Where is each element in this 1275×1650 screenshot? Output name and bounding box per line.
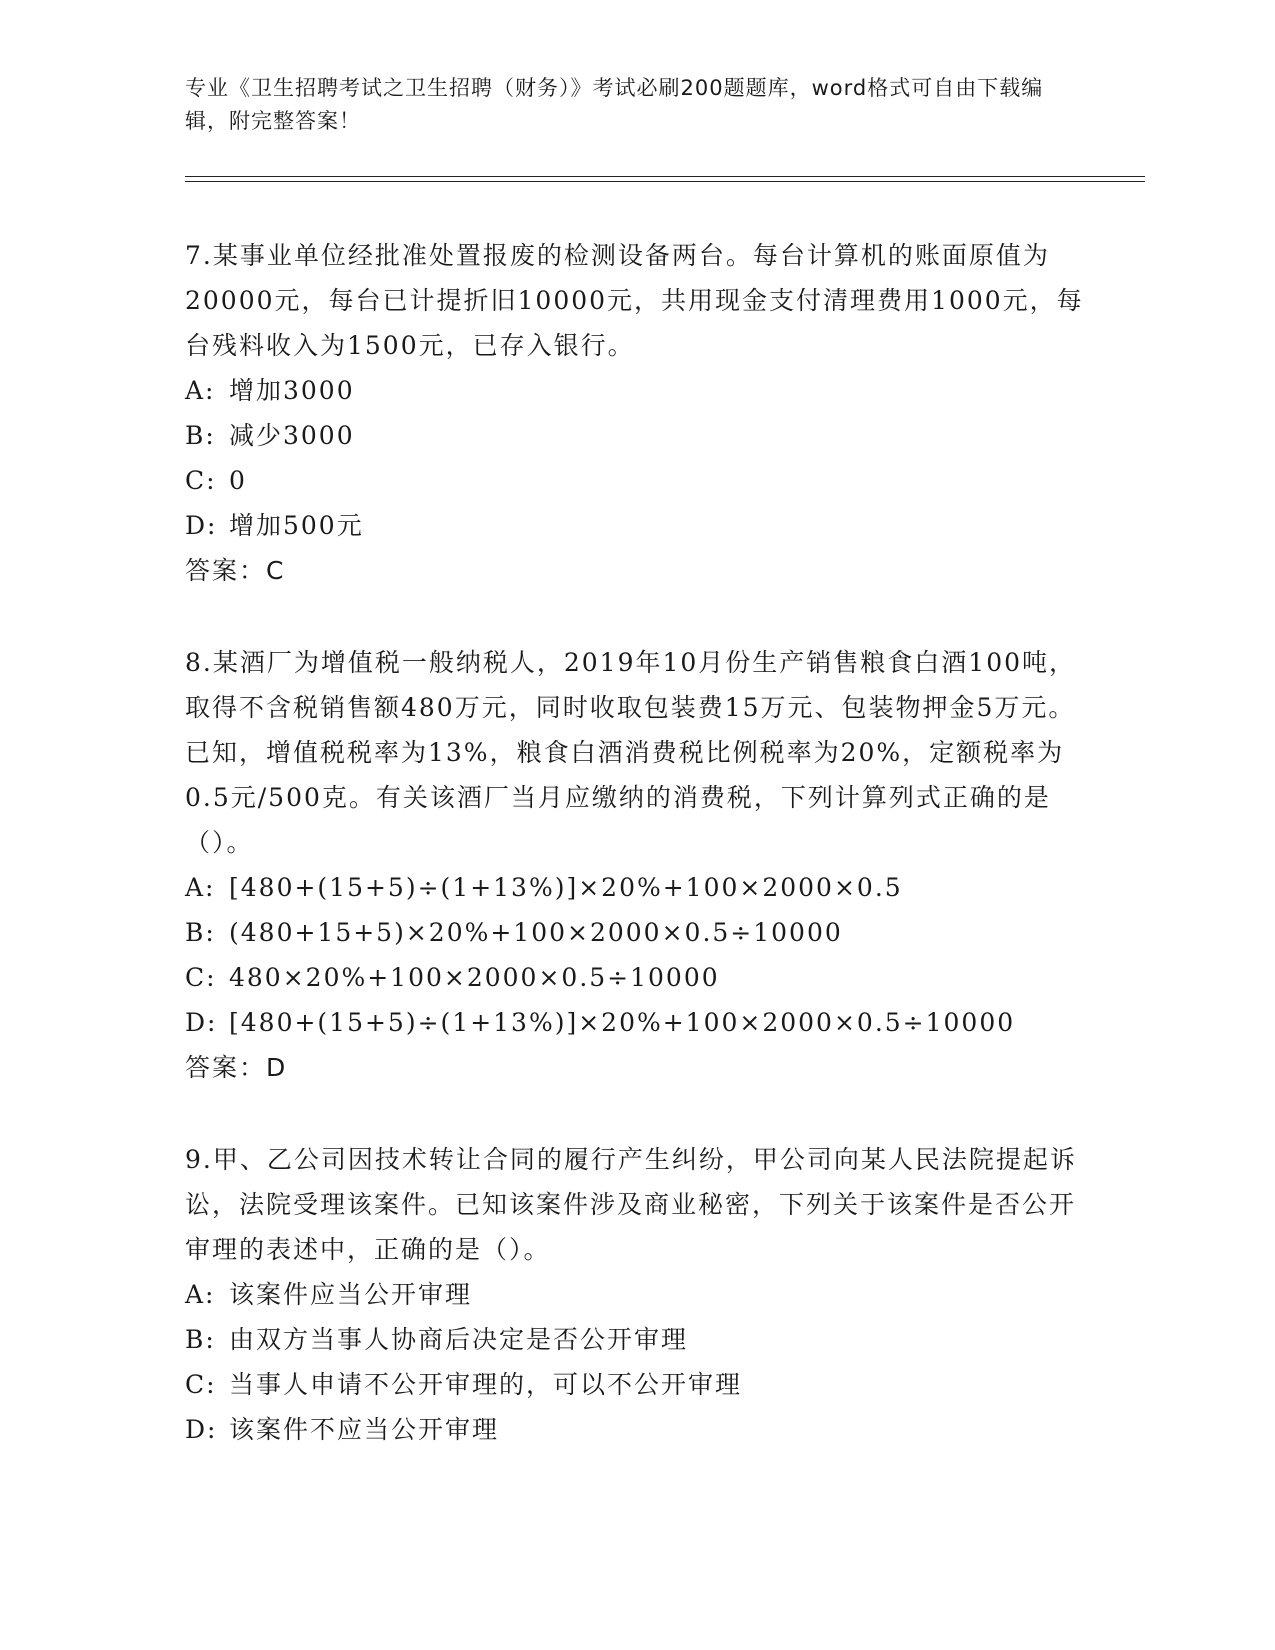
option-text: [480+(15+5)÷(1+13%)]×20%+100×2000×0.5÷10000 bbox=[229, 1008, 1016, 1037]
option-d bbox=[185, 1407, 1085, 1452]
question-stem: 9.甲、乙公司因技术转让合同的履行产生纠纷，甲公司向某人民法院提起诉讼，法院受理该案件。已知该案件涉及商业秘密，下列关于该案件是否公开审理的表述中，正确的是（）。 bbox=[185, 1145, 1077, 1264]
question-7 bbox=[185, 233, 1085, 593]
option-a bbox=[185, 1272, 1085, 1317]
option-b bbox=[185, 1317, 1085, 1362]
option-text: 增加500元 bbox=[229, 511, 364, 540]
option-text: 当事人申请不公开审理的，可以不公开审理 bbox=[229, 1370, 743, 1399]
option-text: 0 bbox=[229, 466, 247, 495]
option-letter: B: bbox=[185, 421, 216, 450]
question-9 bbox=[185, 1137, 1085, 1452]
option-text: (480+15+5)×20%+100×2000×0.5÷10000 bbox=[229, 918, 843, 947]
option-text: [480+(15+5)÷(1+13%)]×20%+100×2000×0.5 bbox=[229, 873, 903, 902]
header-rule-bottom bbox=[185, 181, 1145, 182]
answer: 答案：C bbox=[185, 556, 286, 585]
option-letter: D: bbox=[185, 1008, 218, 1037]
option-b bbox=[185, 413, 1085, 458]
option-letter: C: bbox=[185, 1370, 217, 1399]
option-letter: C: bbox=[185, 963, 217, 992]
option-text: 480×20%+100×2000×0.5÷10000 bbox=[229, 963, 720, 992]
option-letter: A: bbox=[185, 376, 216, 405]
question-stem: 7.某事业单位经批准处置报废的检测设备两台。每台计算机的账面原值为20000元，每台已计提折旧10000元，共用现金支付清理费用1000元，每台残料收入为1500元，已存入银行。 bbox=[185, 241, 1084, 360]
option-text: 该案件应当公开审理 bbox=[229, 1280, 473, 1309]
option-letter: B: bbox=[185, 1325, 216, 1354]
option-text: 由双方当事人协商后决定是否公开审理 bbox=[229, 1325, 689, 1354]
option-c bbox=[185, 458, 1085, 503]
option-c bbox=[185, 955, 1085, 1000]
question-8 bbox=[185, 640, 1085, 1090]
answer: 答案：D bbox=[185, 1053, 288, 1082]
option-text: 该案件不应当公开审理 bbox=[229, 1415, 500, 1444]
option-b bbox=[185, 910, 1085, 955]
option-d bbox=[185, 1000, 1085, 1045]
document-header: 专业《卫生招聘考试之卫生招聘（财务）》考试必刷200题题库，word格式可自由下载编辑，附完整答案！ bbox=[185, 76, 1044, 133]
option-letter: B: bbox=[185, 918, 216, 947]
header-rule-top bbox=[185, 176, 1145, 177]
option-letter: D: bbox=[185, 511, 218, 540]
option-text: 减少3000 bbox=[229, 421, 355, 450]
option-c bbox=[185, 1362, 1085, 1407]
question-stem: 8.某酒厂为增值税一般纳税人，2019年10月份生产销售粮食白酒100吨，取得不含税销售额480万元，同时收取包装费15万元、包装物押金5万元。已知，增值税税率为13%，粮食白酒消费税比例税率为20%，定额税率为0.5元/500克。有关该酒厂当月应缴纳的消费税，下列计算列式正确的是（）。 bbox=[185, 648, 1077, 857]
option-letter: C: bbox=[185, 466, 217, 495]
option-letter: A: bbox=[185, 1280, 216, 1309]
option-d bbox=[185, 503, 1085, 548]
option-a bbox=[185, 865, 1085, 910]
option-letter: A: bbox=[185, 873, 216, 902]
option-text: 增加3000 bbox=[229, 376, 355, 405]
option-letter: D: bbox=[185, 1415, 218, 1444]
option-a bbox=[185, 368, 1085, 413]
